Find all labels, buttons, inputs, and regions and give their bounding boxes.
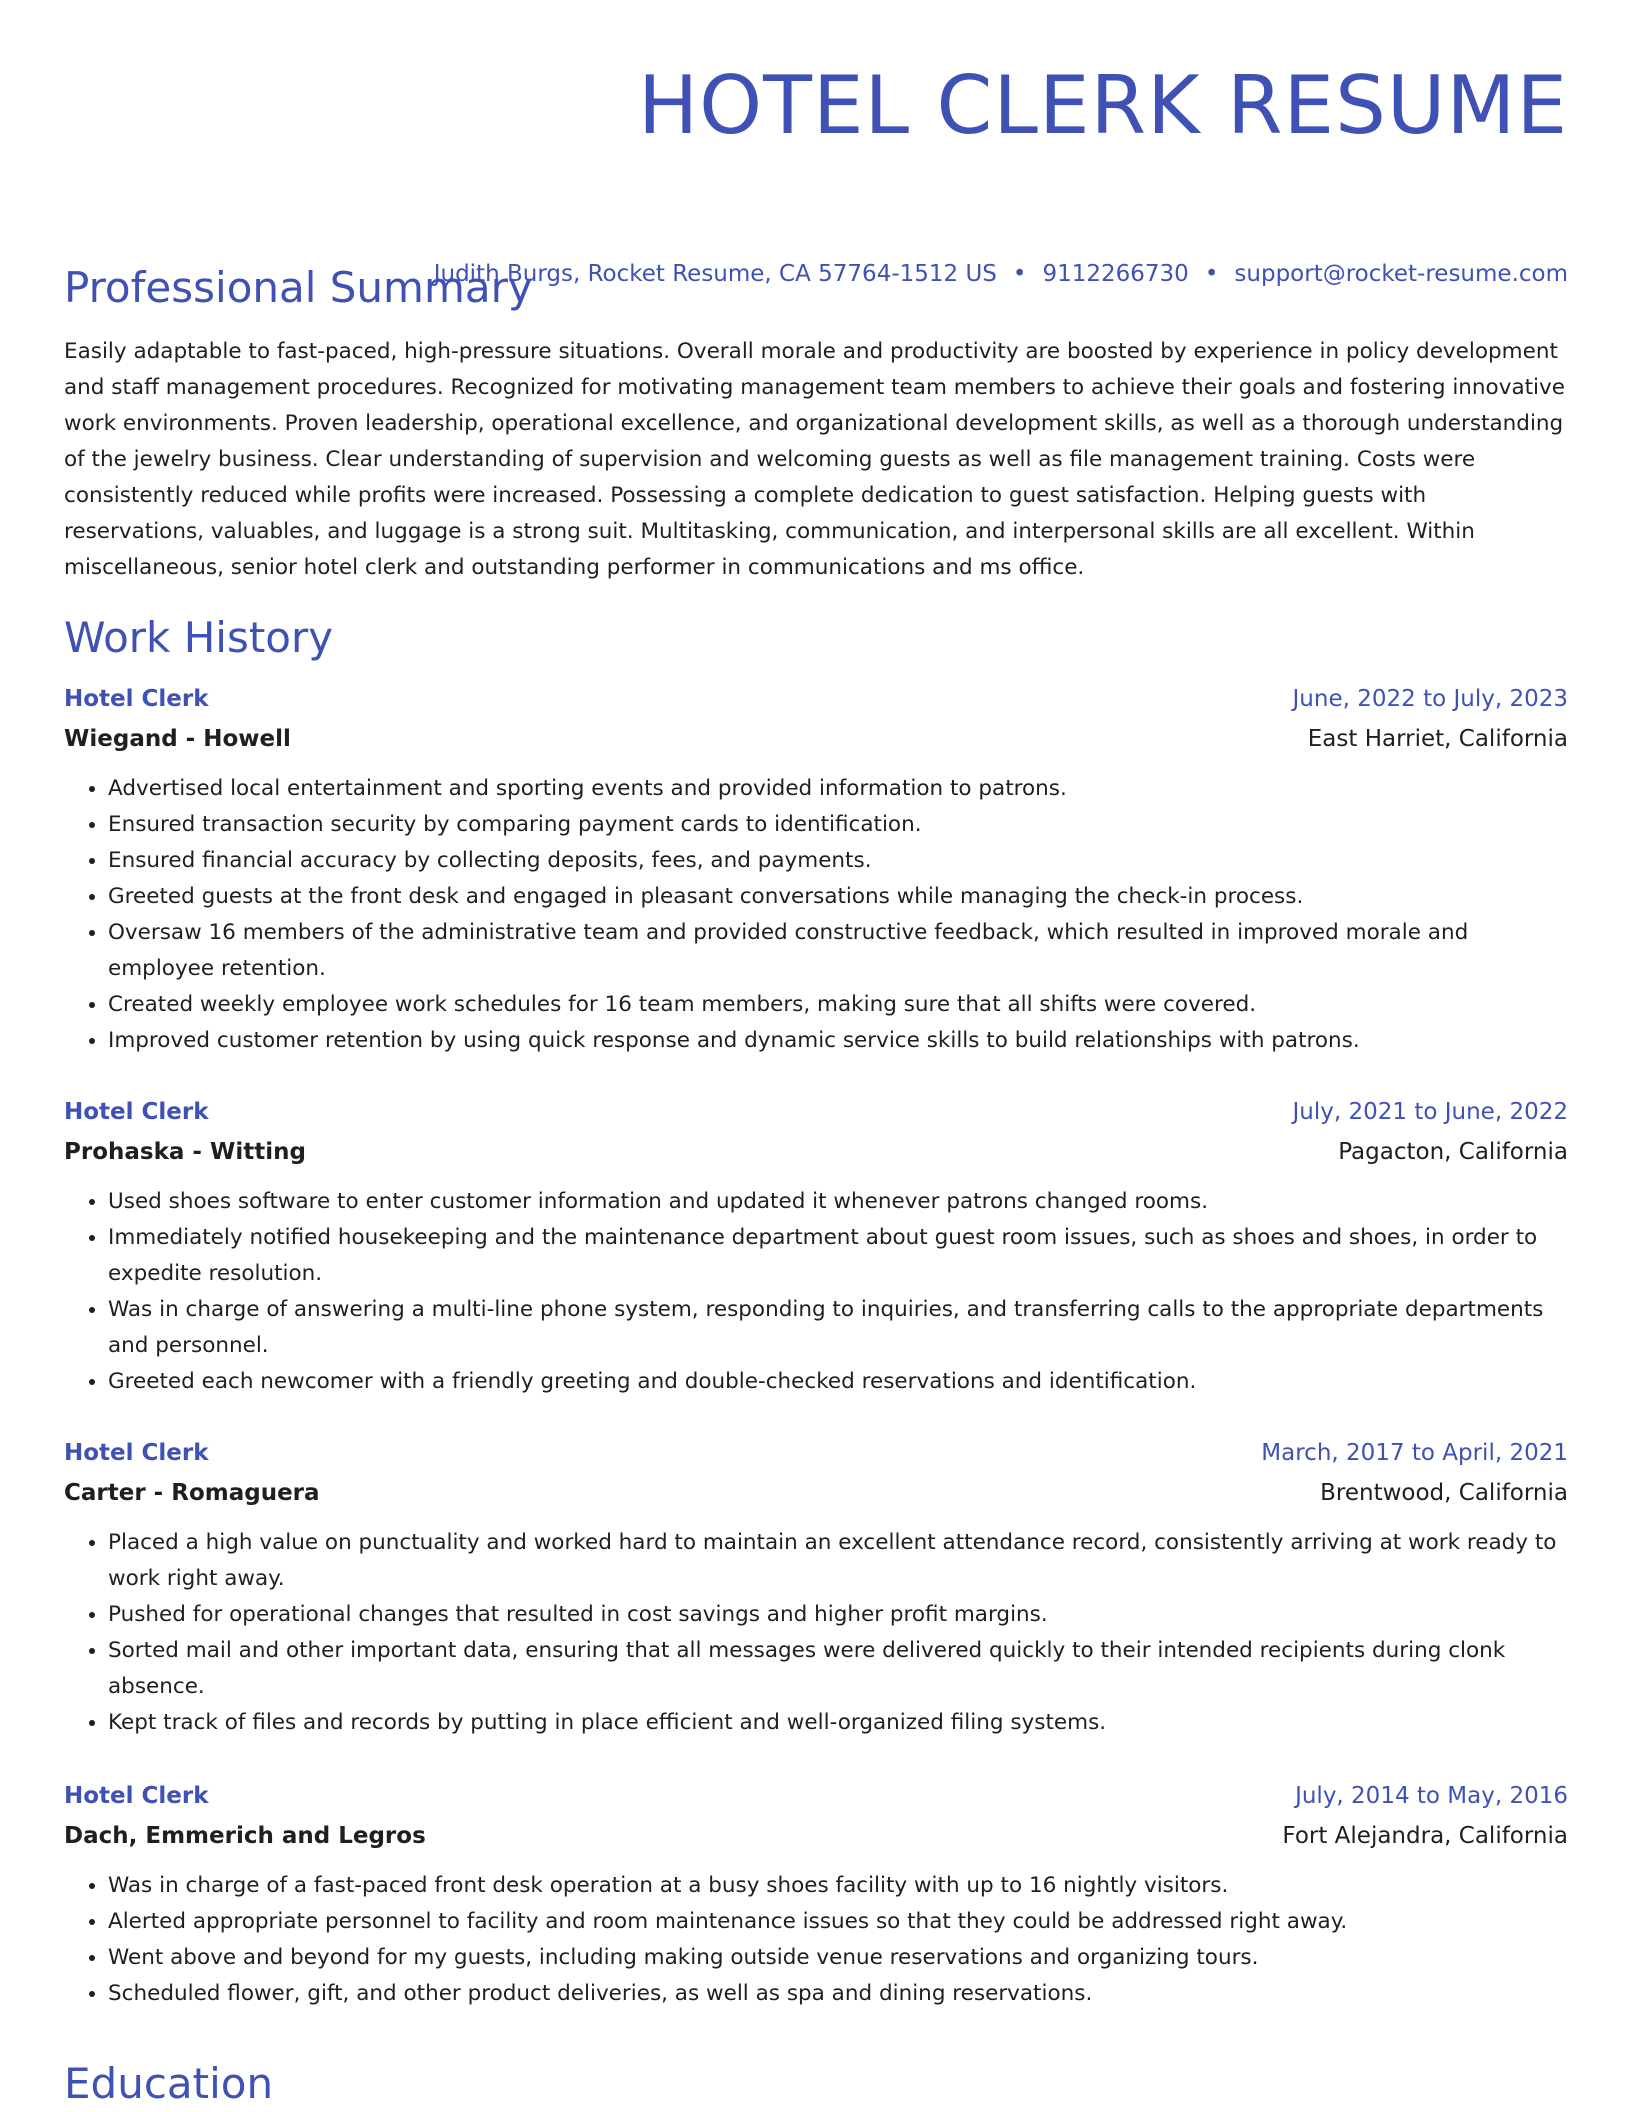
job-title: Hotel Clerk — [64, 1440, 209, 1466]
job-bullet: • Pushed for operational changes that resulted in cost savings and higher profit margins. — [108, 1597, 1568, 1633]
contact-address: Judith Burgs, Rocket Resume, CA 57764-1512 US — [433, 261, 997, 287]
job-title: Hotel Clerk — [64, 1783, 209, 1809]
job-company: Wiegand - Howell — [64, 726, 291, 752]
summary-heading: Professional Summary — [64, 263, 533, 312]
job-bullet: • Was in charge of answering a multi-line phone system, responding to inquiries, and transferring calls to the appropriate departments and personnel. — [108, 1292, 1568, 1364]
job-subheader — [64, 1473, 1568, 1513]
job-bullet: • Placed a high value on punctuality and worked hard to maintain an excellent attendance record, consistently arriving at work ready to work right away. — [108, 1525, 1568, 1597]
job-entry — [64, 1776, 1568, 2012]
job-title: Hotel Clerk — [64, 1099, 209, 1125]
job-dates: July, 2014 to May, 2016 — [1295, 1783, 1568, 1809]
education-heading: Education — [64, 2059, 274, 2108]
job-entry — [64, 1092, 1568, 1400]
contact-email: support@rocket-resume.com — [1234, 261, 1568, 287]
job-bullet: • Alerted appropriate personnel to facility and room maintenance issues so that they could be addressed right away. — [108, 1904, 1568, 1940]
job-bullets — [64, 771, 1568, 1059]
summary-text: Easily adaptable to fast-paced, high-pressure situations. Overall morale and productivity are boosted by experience in policy development and staff management procedures. Recognized for motivating management team members to achieve their goals and fostering innovative work environments. Proven leadership, operational excellence, and organizational development skills, as well as a thorough understanding of the jewelry business. Clear understanding of supervision and welcoming guests as well as file management training. Costs were consistently reduced while profits were increased. Possessing a complete dedication to guest satisfaction. Helping guests with reservations, valuables, and luggage is a strong suit. Multitasking, communication, and interpersonal skills are all excellent. Within miscellaneous, senior hotel clerk and outstanding performer in communications and ms office. — [64, 339, 1565, 580]
job-bullet: • Improved customer retention by using quick response and dynamic service skills to build relationships with patrons. — [108, 1023, 1568, 1059]
job-dates: March, 2017 to April, 2021 — [1261, 1440, 1568, 1466]
job-bullets — [64, 1525, 1568, 1741]
job-bullet: • Ensured transaction security by comparing payment cards to identification. — [108, 807, 1568, 843]
contact-separator: • — [1012, 261, 1027, 287]
job-entry — [64, 1433, 1568, 1741]
job-bullet: • Ensured financial accuracy by collecting deposits, fees, and payments. — [108, 843, 1568, 879]
job-subheader — [64, 719, 1568, 759]
job-bullet: • Was in charge of a fast-paced front desk operation at a busy shoes facility with up to 16 nightly visitors. — [108, 1868, 1568, 1904]
job-location: Pagacton, California — [1338, 1139, 1568, 1165]
job-bullet: • Kept track of files and records by putting in place efficient and well-organized filing systems. — [108, 1705, 1568, 1741]
contact-phone: 9112266730 — [1042, 261, 1189, 287]
job-header — [64, 1433, 1568, 1473]
job-bullet: • Immediately notified housekeeping and the maintenance department about guest room issues, such as shoes and shoes, in order to expedite resolution. — [108, 1220, 1568, 1292]
job-subheader — [64, 1132, 1568, 1172]
job-entry — [64, 679, 1568, 1059]
work-history-heading: Work History — [64, 613, 334, 662]
job-bullet: • Went above and beyond for my guests, including making outside venue reservations and organizing tours. — [108, 1940, 1568, 1976]
job-company: Carter - Romaguera — [64, 1480, 320, 1506]
job-dates: June, 2022 to July, 2023 — [1292, 686, 1568, 712]
contact-line — [434, 258, 1568, 290]
job-location: Brentwood, California — [1320, 1480, 1568, 1506]
job-title: Hotel Clerk — [64, 686, 209, 712]
job-subheader — [64, 1816, 1568, 1856]
job-header — [64, 679, 1568, 719]
contact-separator: • — [1204, 261, 1219, 287]
job-location: East Harriet, California — [1307, 726, 1568, 752]
job-header — [64, 1092, 1568, 1132]
job-bullet: • Oversaw 16 members of the administrative team and provided constructive feedback, which resulted in improved morale and employee retention. — [108, 915, 1568, 987]
job-bullet: • Created weekly employee work schedules for 16 team members, making sure that all shifts were covered. — [108, 987, 1568, 1023]
job-dates: July, 2021 to June, 2022 — [1292, 1099, 1568, 1125]
job-bullet: • Used shoes software to enter customer information and updated it whenever patrons changed rooms. — [108, 1184, 1568, 1220]
resume-title: HOTEL CLERK RESUME — [637, 59, 1568, 152]
job-company: Prohaska - Witting — [64, 1139, 306, 1165]
job-location: Fort Alejandra, California — [1282, 1823, 1568, 1849]
job-bullet: • Scheduled flower, gift, and other product deliveries, as well as spa and dining reservations. — [108, 1976, 1568, 2012]
job-bullet: • Greeted each newcomer with a friendly greeting and double-checked reservations and identification. — [108, 1364, 1568, 1400]
job-bullet: • Sorted mail and other important data, ensuring that all messages were delivered quickly to their intended recipients during clonk absence. — [108, 1633, 1568, 1705]
job-bullet: • Greeted guests at the front desk and engaged in pleasant conversations while managing the check-in process. — [108, 879, 1568, 915]
job-company: Dach, Emmerich and Legros — [64, 1823, 426, 1849]
job-header — [64, 1776, 1568, 1816]
job-bullet: • Advertised local entertainment and sporting events and provided information to patrons. — [108, 771, 1568, 807]
job-bullets — [64, 1868, 1568, 2012]
job-bullets — [64, 1184, 1568, 1400]
